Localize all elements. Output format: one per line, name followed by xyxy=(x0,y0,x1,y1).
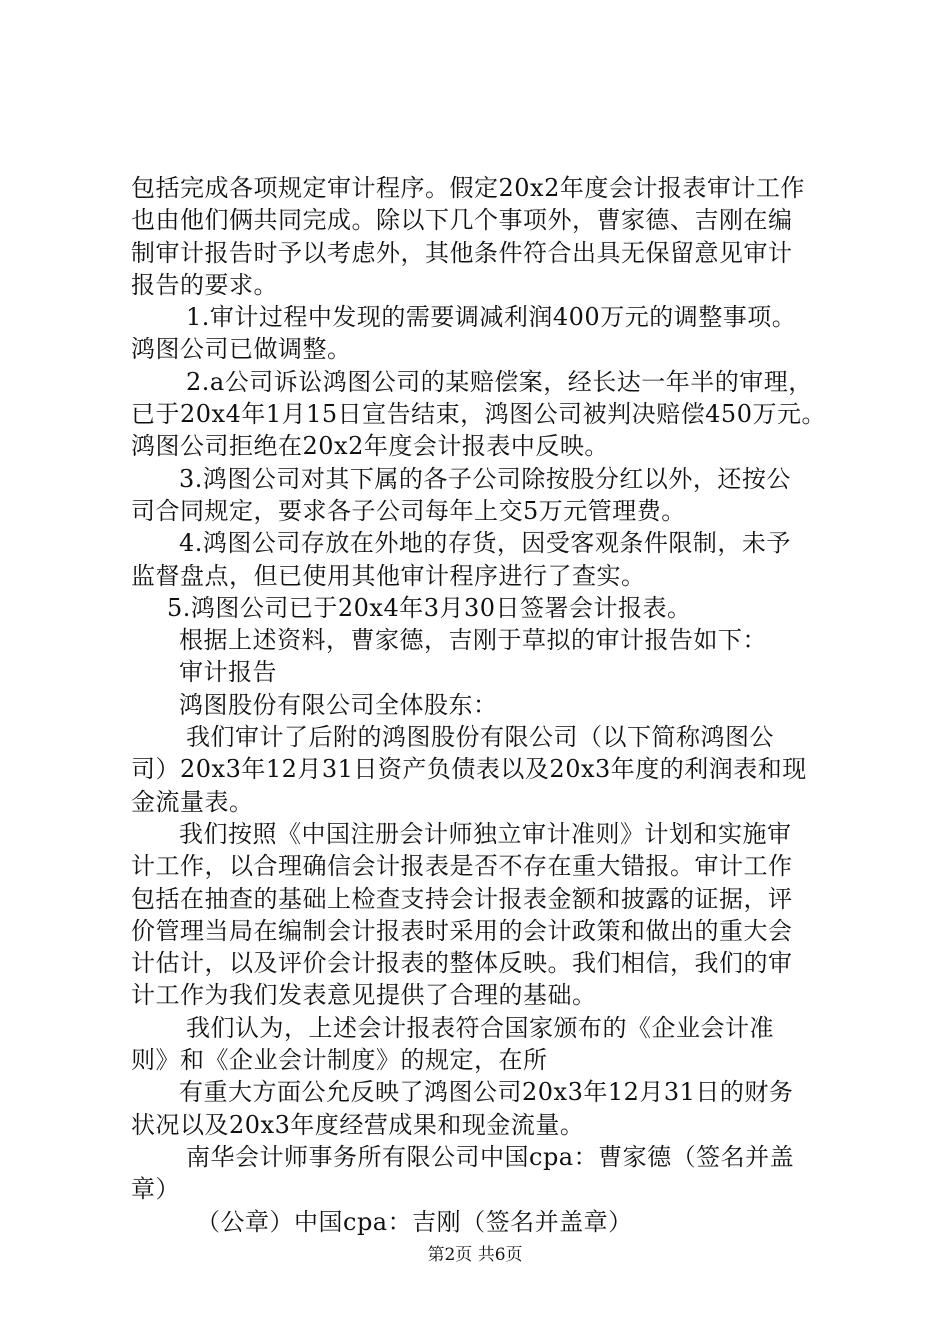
text-line: 报告的要求。 xyxy=(131,270,278,299)
text-line: 南华会计师事务所有限公司中国cpa：曹家德（签名并盖 xyxy=(186,1142,795,1171)
text-line: 金流量表。 xyxy=(131,787,254,816)
text-line: 计估计，以及评价会计报表的整体反映。我们相信，我们的审 xyxy=(131,949,793,978)
text-line: 1.审计过程中发现的需要调减利润400万元的调整事项。 xyxy=(186,303,797,332)
text-line: 包括完成各项规定审计程序。假定20x2年度会计报表审计工作 xyxy=(131,174,805,202)
document-body xyxy=(131,172,836,1238)
text-line: 司）20x3年12月31日资产负债表以及20x3年度的利润表和现 xyxy=(131,755,807,784)
text-line: 已于20x4年1月15日宣告结束，鸿图公司被判决赔偿450万元。 xyxy=(131,400,826,429)
text-line: 我们审计了后附的鸿图股份有限公司（以下简称鸿图公 xyxy=(186,723,774,752)
section-heading: 审计报告 xyxy=(179,658,277,687)
text-line: 鸿图股份有限公司全体股东： xyxy=(179,690,498,719)
text-line: 根据上述资料，曹家德，吉刚于草拟的审计报告如下： xyxy=(179,626,767,655)
text-line: 状况以及20x3年度经营成果和现金流量。 xyxy=(131,1110,585,1139)
text-line: 4.鸿图公司存放在外地的存货，因受客观条件限制，未予 xyxy=(179,529,791,558)
text-line: 计工作，以合理确信会计报表是否不存在重大错报。审计工作 xyxy=(131,852,793,881)
text-line: 价管理当局在编制会计报表时采用的会计政策和做出的重大会 xyxy=(131,916,793,945)
text-line: 司合同规定，要求各子公司每年上交5万元管理费。 xyxy=(131,496,686,525)
text-line: 5.鸿图公司已于20x4年3月30日签署会计报表。 xyxy=(167,593,692,622)
text-line: 制审计报告时予以考虑外，其他条件符合出具无保留意见审计 xyxy=(131,238,793,267)
page-number: 第2页 共6页 xyxy=(427,1245,523,1265)
text-line: 我们认为，上述会计报表符合国家颁布的《企业会计准 xyxy=(186,1013,774,1042)
text-line: 计工作为我们发表意见提供了合理的基础。 xyxy=(131,981,597,1010)
text-line: 2.a公司诉讼鸿图公司的某赔偿案，经长达一年半的审理， xyxy=(186,367,813,396)
text-line: 鸿图公司拒绝在20x2年度会计报表中反映。 xyxy=(131,432,609,461)
text-line: 监督盘点，但已使用其他审计程序进行了查实。 xyxy=(131,561,646,590)
text-line: 包括在抽查的基础上检查支持会计报表金额和披露的证据，评 xyxy=(131,884,793,913)
text-line: 鸿图公司已做调整。 xyxy=(131,335,352,364)
text-line: 我们按照《中国注册会计师独立审计准则》计划和实施审 xyxy=(179,819,792,848)
text-line: （公章）中国cpa：吉刚（签名并盖章） xyxy=(196,1207,633,1236)
text-line: 也由他们俩共同完成。除以下几个事项外，曹家德、吉刚在编 xyxy=(131,206,793,235)
text-line: 章） xyxy=(131,1175,180,1204)
text-line: 有重大方面公允反映了鸿图公司20x3年12月31日的财务 xyxy=(179,1078,794,1107)
text-line: 则》和《企业会计制度》的规定，在所 xyxy=(131,1046,548,1075)
text-line: 3.鸿图公司对其下属的各子公司除按股分红以外，还按公 xyxy=(179,464,791,493)
